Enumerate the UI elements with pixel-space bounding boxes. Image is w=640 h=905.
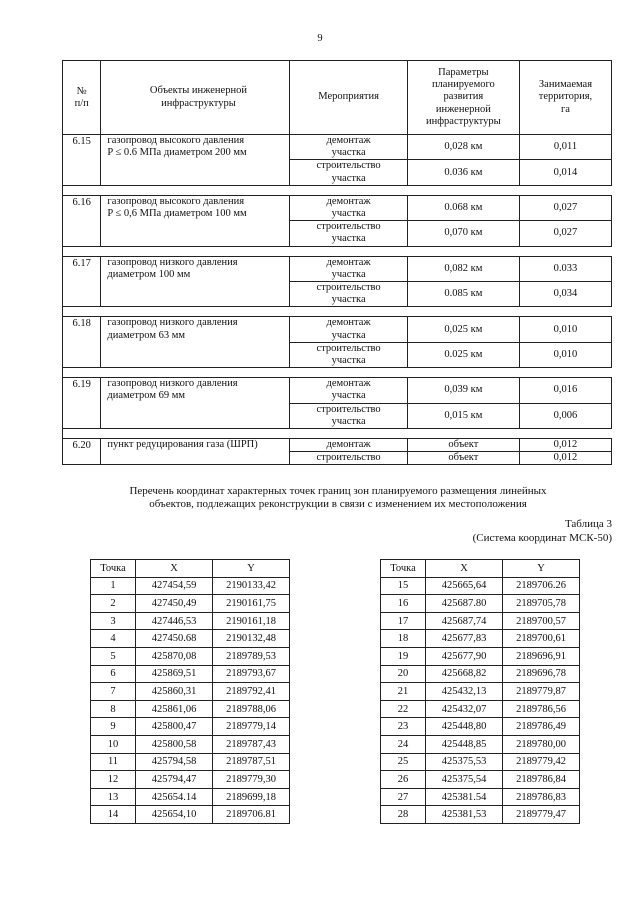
coord-y: 2189779,47 [503, 806, 580, 824]
coord-row [381, 771, 580, 789]
coord-x: 425668,82 [426, 665, 503, 683]
coord-y: 2190161,18 [213, 612, 290, 630]
action-cell: демонтаж участка [290, 256, 407, 281]
coord-header-point: Точка [381, 560, 426, 578]
area-cell: 0,012 [519, 452, 611, 465]
action-cell: демонтаж участка [290, 317, 407, 342]
area-cell: 0,011 [519, 135, 611, 160]
coord-point: 26 [381, 771, 426, 789]
coord-x: 425869,51 [136, 665, 213, 683]
coord-x: 425794,47 [136, 771, 213, 789]
area-cell: 0,012 [519, 439, 611, 452]
coord-point: 20 [381, 665, 426, 683]
coord-row [91, 683, 290, 701]
coord-row [91, 718, 290, 736]
coord-y: 2189780,00 [503, 735, 580, 753]
area-cell: 0,016 [519, 378, 611, 403]
coord-header-y: Y [503, 560, 580, 578]
coord-y: 2189786,56 [503, 700, 580, 718]
coord-point: 9 [91, 718, 136, 736]
coord-point: 2 [91, 595, 136, 613]
coordinates-table-right [380, 559, 580, 824]
parameter-cell: 0,070 км [407, 221, 519, 246]
coord-point: 15 [381, 577, 426, 595]
coord-x: 427450,49 [136, 595, 213, 613]
table-body [63, 135, 612, 465]
infrastructure-table [62, 60, 612, 465]
coord-x: 425375,53 [426, 753, 503, 771]
action-cell: строительство [290, 452, 407, 465]
coord-x: 425654,10 [136, 806, 213, 824]
parameter-cell: 0.025 км [407, 342, 519, 367]
coord-row [91, 771, 290, 789]
coord-y: 2190161,75 [213, 595, 290, 613]
coord-y: 2189787,43 [213, 735, 290, 753]
coord-point: 3 [91, 612, 136, 630]
coord-header-y: Y [213, 560, 290, 578]
coord-y: 2189696,78 [503, 665, 580, 683]
coord-point: 10 [91, 735, 136, 753]
row-number: 6.15 [63, 135, 101, 186]
table-row [63, 378, 612, 403]
object-name: газопровод высокого давления P ≤ 0.6 МПа диаметром 200 мм [101, 135, 290, 186]
coord-x: 425677,90 [426, 647, 503, 665]
coord-x: 425665,64 [426, 577, 503, 595]
area-cell: 0,027 [519, 195, 611, 220]
coord-x: 425800,47 [136, 718, 213, 736]
coord-y: 2189779,42 [503, 753, 580, 771]
parameter-cell: 0,015 км [407, 403, 519, 428]
spacer-row [63, 246, 612, 256]
coord-y: 2189787,51 [213, 753, 290, 771]
coord-header-point: Точка [91, 560, 136, 578]
coord-row [381, 612, 580, 630]
parameter-cell: 0.085 км [407, 282, 519, 307]
coord-row [381, 665, 580, 683]
header-area: Занимаемая территория, га [519, 61, 611, 135]
coord-row [91, 595, 290, 613]
table-header-row [63, 61, 612, 135]
coord-row [91, 700, 290, 718]
coord-x: 425870,08 [136, 647, 213, 665]
row-number: 6.20 [63, 439, 101, 465]
coord-row [381, 630, 580, 648]
coord-row [381, 647, 580, 665]
coord-point: 28 [381, 806, 426, 824]
area-cell: 0,034 [519, 282, 611, 307]
coord-x: 427446,53 [136, 612, 213, 630]
area-cell: 0,014 [519, 160, 611, 185]
row-number: 6.16 [63, 195, 101, 246]
action-cell: демонтаж участка [290, 378, 407, 403]
coord-y: 2190132,48 [213, 630, 290, 648]
parameter-cell: объект [407, 452, 519, 465]
coord-row [91, 788, 290, 806]
parameter-cell: 0,028 км [407, 135, 519, 160]
coord-row [381, 700, 580, 718]
coord-point: 21 [381, 683, 426, 701]
coord-y: 2189700,57 [503, 612, 580, 630]
coord-point: 18 [381, 630, 426, 648]
spacer-row [63, 307, 612, 317]
action-cell: демонтаж участка [290, 195, 407, 220]
parameter-cell: 0,025 км [407, 317, 519, 342]
action-cell: строительство участка [290, 160, 407, 185]
coord-row [91, 665, 290, 683]
coord-row [381, 595, 580, 613]
coord-x: 425654.14 [136, 788, 213, 806]
coord-point: 8 [91, 700, 136, 718]
coord-y: 2189779,87 [503, 683, 580, 701]
table-label: Таблица 3 [564, 518, 612, 530]
spacer-row [63, 185, 612, 195]
action-cell: строительство участка [290, 282, 407, 307]
table-row [63, 256, 612, 281]
header-num: № п/п [63, 61, 101, 135]
action-cell: демонтаж участка [290, 135, 407, 160]
coord-row [381, 806, 580, 824]
coord-x: 425432,13 [426, 683, 503, 701]
coord-y: 2189706.81 [213, 806, 290, 824]
action-cell: строительство участка [290, 221, 407, 246]
coord-point: 7 [91, 683, 136, 701]
table-caption: Перечень координат характерных точек границ зон планируемого размещения линейных объектов, подлежащих реконструкции в связи с изменением их местоположения [129, 485, 547, 510]
coord-x: 425448,85 [426, 735, 503, 753]
spacer-row [63, 368, 612, 378]
coord-point: 6 [91, 665, 136, 683]
coord-x: 425687.80 [426, 595, 503, 613]
coord-point: 22 [381, 700, 426, 718]
action-cell: демонтаж [290, 439, 407, 452]
coordinates-table-left [90, 559, 290, 824]
coord-row [91, 647, 290, 665]
coord-row [91, 735, 290, 753]
coord-point: 13 [91, 788, 136, 806]
coord-row [381, 788, 580, 806]
coord-x: 427454,59 [136, 577, 213, 595]
header-object: Объекты инженерной инфраструктуры [101, 61, 290, 135]
parameter-cell: объект [407, 439, 519, 452]
coord-system-label: (Система координат МСК-50) [472, 532, 612, 544]
coord-point: 4 [91, 630, 136, 648]
coord-header-x: X [426, 560, 503, 578]
coord-x: 425794,58 [136, 753, 213, 771]
coord-point: 5 [91, 647, 136, 665]
coord-y: 2189788,06 [213, 700, 290, 718]
coord-point: 25 [381, 753, 426, 771]
coord-row [91, 577, 290, 595]
spacer-row [63, 429, 612, 439]
coord-y: 2189700,61 [503, 630, 580, 648]
coord-point: 14 [91, 806, 136, 824]
coord-point: 16 [381, 595, 426, 613]
coord-row [91, 612, 290, 630]
header-params: Параметры планируемого развития инженерной инфраструктуры [407, 61, 519, 135]
coord-row [381, 683, 580, 701]
coord-row [381, 753, 580, 771]
object-name: газопровод низкого давления диаметром 100 мм [101, 256, 290, 307]
coord-y: 2189792,41 [213, 683, 290, 701]
coord-point: 1 [91, 577, 136, 595]
area-cell: 0.033 [519, 256, 611, 281]
table-row [63, 439, 612, 452]
coord-y: 2189779,14 [213, 718, 290, 736]
coord-point: 27 [381, 788, 426, 806]
coord-y: 2189793,67 [213, 665, 290, 683]
coord-x: 425448,80 [426, 718, 503, 736]
coord-point: 11 [91, 753, 136, 771]
parameter-cell: 0,082 км [407, 256, 519, 281]
coord-y: 2189779,30 [213, 771, 290, 789]
coord-y: 2189696,91 [503, 647, 580, 665]
row-number: 6.17 [63, 256, 101, 307]
object-name: газопровод низкого давления диаметром 69 мм [101, 378, 290, 429]
coord-x: 425381.54 [426, 788, 503, 806]
coord-x: 425381,53 [426, 806, 503, 824]
table-row [63, 317, 612, 342]
row-number: 6.19 [63, 378, 101, 429]
coord-y: 2189786,49 [503, 718, 580, 736]
coord-point: 23 [381, 718, 426, 736]
coord-row [91, 630, 290, 648]
coord-y: 2189789,53 [213, 647, 290, 665]
coord-y: 2189786,84 [503, 771, 580, 789]
area-cell: 0,027 [519, 221, 611, 246]
table-row [63, 135, 612, 160]
parameter-cell: 0.068 км [407, 195, 519, 220]
coord-row [91, 753, 290, 771]
coord-point: 17 [381, 612, 426, 630]
action-cell: строительство участка [290, 342, 407, 367]
coord-header-x: X [136, 560, 213, 578]
parameter-cell: 0,039 км [407, 378, 519, 403]
object-name: газопровод низкого давления диаметром 63 мм [101, 317, 290, 368]
coord-point: 12 [91, 771, 136, 789]
coord-point: 19 [381, 647, 426, 665]
object-name: пункт редуцирования газа (ШРП) [101, 439, 290, 465]
coord-x: 425375,54 [426, 771, 503, 789]
coord-row [91, 806, 290, 824]
coord-x: 425432,07 [426, 700, 503, 718]
coord-header-row [91, 560, 290, 578]
page-number: 9 [317, 33, 323, 44]
area-cell: 0,006 [519, 403, 611, 428]
area-cell: 0,010 [519, 342, 611, 367]
coord-y: 2189699,18 [213, 788, 290, 806]
coord-y: 2190133,42 [213, 577, 290, 595]
coord-point: 24 [381, 735, 426, 753]
row-number: 6.18 [63, 317, 101, 368]
coord-x: 427450.68 [136, 630, 213, 648]
area-cell: 0,010 [519, 317, 611, 342]
coord-x: 425861,06 [136, 700, 213, 718]
coord-x: 425860,31 [136, 683, 213, 701]
object-name: газопровод высокого давления P ≤ 0,6 МПа диаметром 100 мм [101, 195, 290, 246]
coord-y: 2189786,83 [503, 788, 580, 806]
coord-row [381, 718, 580, 736]
coord-x: 425687,74 [426, 612, 503, 630]
coord-x: 425677,83 [426, 630, 503, 648]
coord-y: 2189705,78 [503, 595, 580, 613]
coord-x: 425800,58 [136, 735, 213, 753]
table-row [63, 195, 612, 220]
coord-header-row [381, 560, 580, 578]
coord-row [381, 735, 580, 753]
parameter-cell: 0.036 км [407, 160, 519, 185]
header-action: Мероприятия [290, 61, 407, 135]
coord-row [381, 577, 580, 595]
action-cell: строительство участка [290, 403, 407, 428]
coord-y: 2189706.26 [503, 577, 580, 595]
